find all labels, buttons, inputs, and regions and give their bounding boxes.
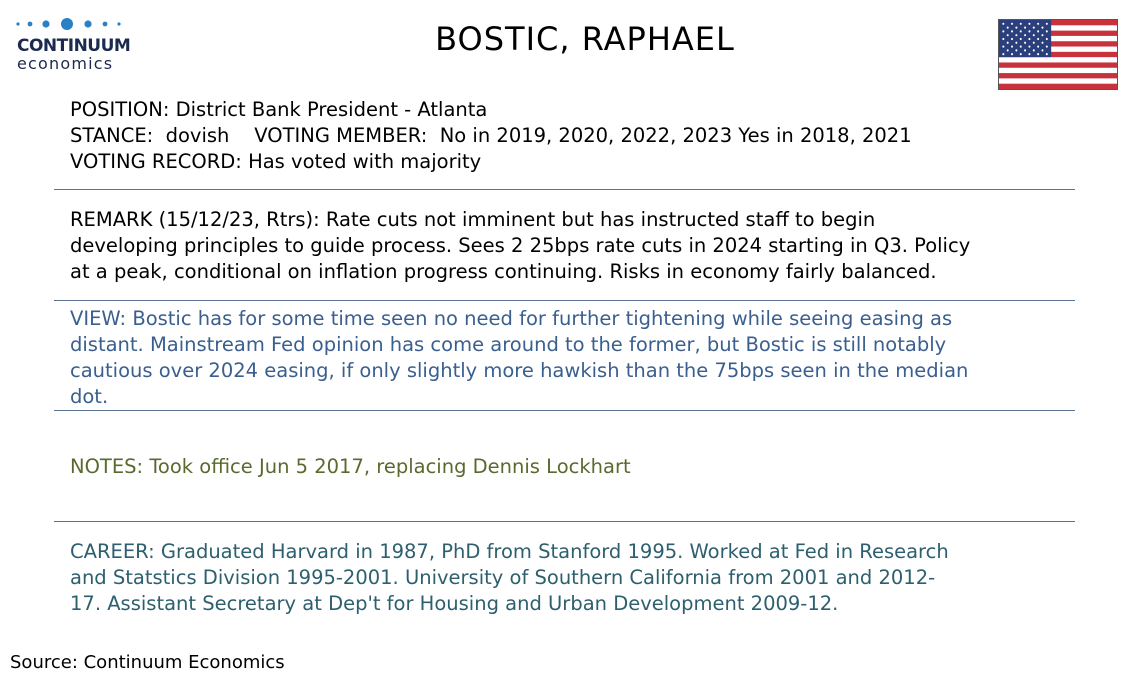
remark-line: developing principles to guide process. Sees 2 25bps rate cuts in 2024 starting in Q3. Policy [70, 234, 971, 257]
logo-name: CONTINUUM [17, 36, 131, 56]
view-section [70, 306, 1070, 410]
stance-label: STANCE: [70, 124, 154, 147]
stance-value: dovish [165, 124, 230, 147]
source-note: Source: Continuum Economics [10, 652, 285, 673]
voting-member-value: No in 2019, 2020, 2022, 2023 Yes in 2018, 2021 [439, 124, 912, 147]
divider [54, 410, 1075, 411]
career-line: and Statstics Division 1995-2001. University of Southern California from 2001 and 2012- [70, 566, 936, 589]
career-line: 17. Assistant Secretary at Dep't for Housing and Urban Development 2009-12. [70, 592, 839, 615]
voting-record-line: VOTING RECORD: Has voted with majority [70, 150, 482, 173]
remark-line: at a peak, conditional on inflation progress continuing. Risks in economy fairly balanced. [70, 260, 937, 283]
logo-sub: economics [17, 54, 114, 73]
career-line: CAREER: Graduated Harvard in 1987, PhD from Stanford 1995. Worked at Fed in Research [70, 540, 949, 563]
remark-section [70, 207, 1070, 285]
divider [54, 521, 1075, 522]
stance-line [70, 123, 1070, 149]
remark-line: REMARK (15/12/23, Rtrs): Rate cuts not imminent but has instructed staff to begin [70, 208, 876, 231]
profile-header [70, 97, 1070, 175]
page-title: BOSTIC, RAPHAEL [435, 20, 735, 58]
position-line: POSITION: District Bank President - Atlanta [70, 98, 488, 121]
divider [54, 189, 1075, 190]
divider [54, 300, 1075, 301]
view-line: VIEW: Bostic has for some time seen no need for further tightening while seeing easing as [70, 307, 953, 330]
view-line: dot. [70, 385, 109, 408]
voting-member-label: VOTING MEMBER: [254, 124, 428, 147]
career-section [70, 539, 1070, 617]
notes-section [70, 454, 1070, 480]
us-flag-icon [998, 19, 1118, 90]
view-line: distant. Mainstream Fed opinion has come around to the former, but Bostic is still notably [70, 333, 947, 356]
notes-line: NOTES: Took office Jun 5 2017, replacing Dennis Lockhart [70, 455, 631, 478]
view-line: cautious over 2024 easing, if only slightly more hawkish than the 75bps seen in the median [70, 359, 969, 382]
